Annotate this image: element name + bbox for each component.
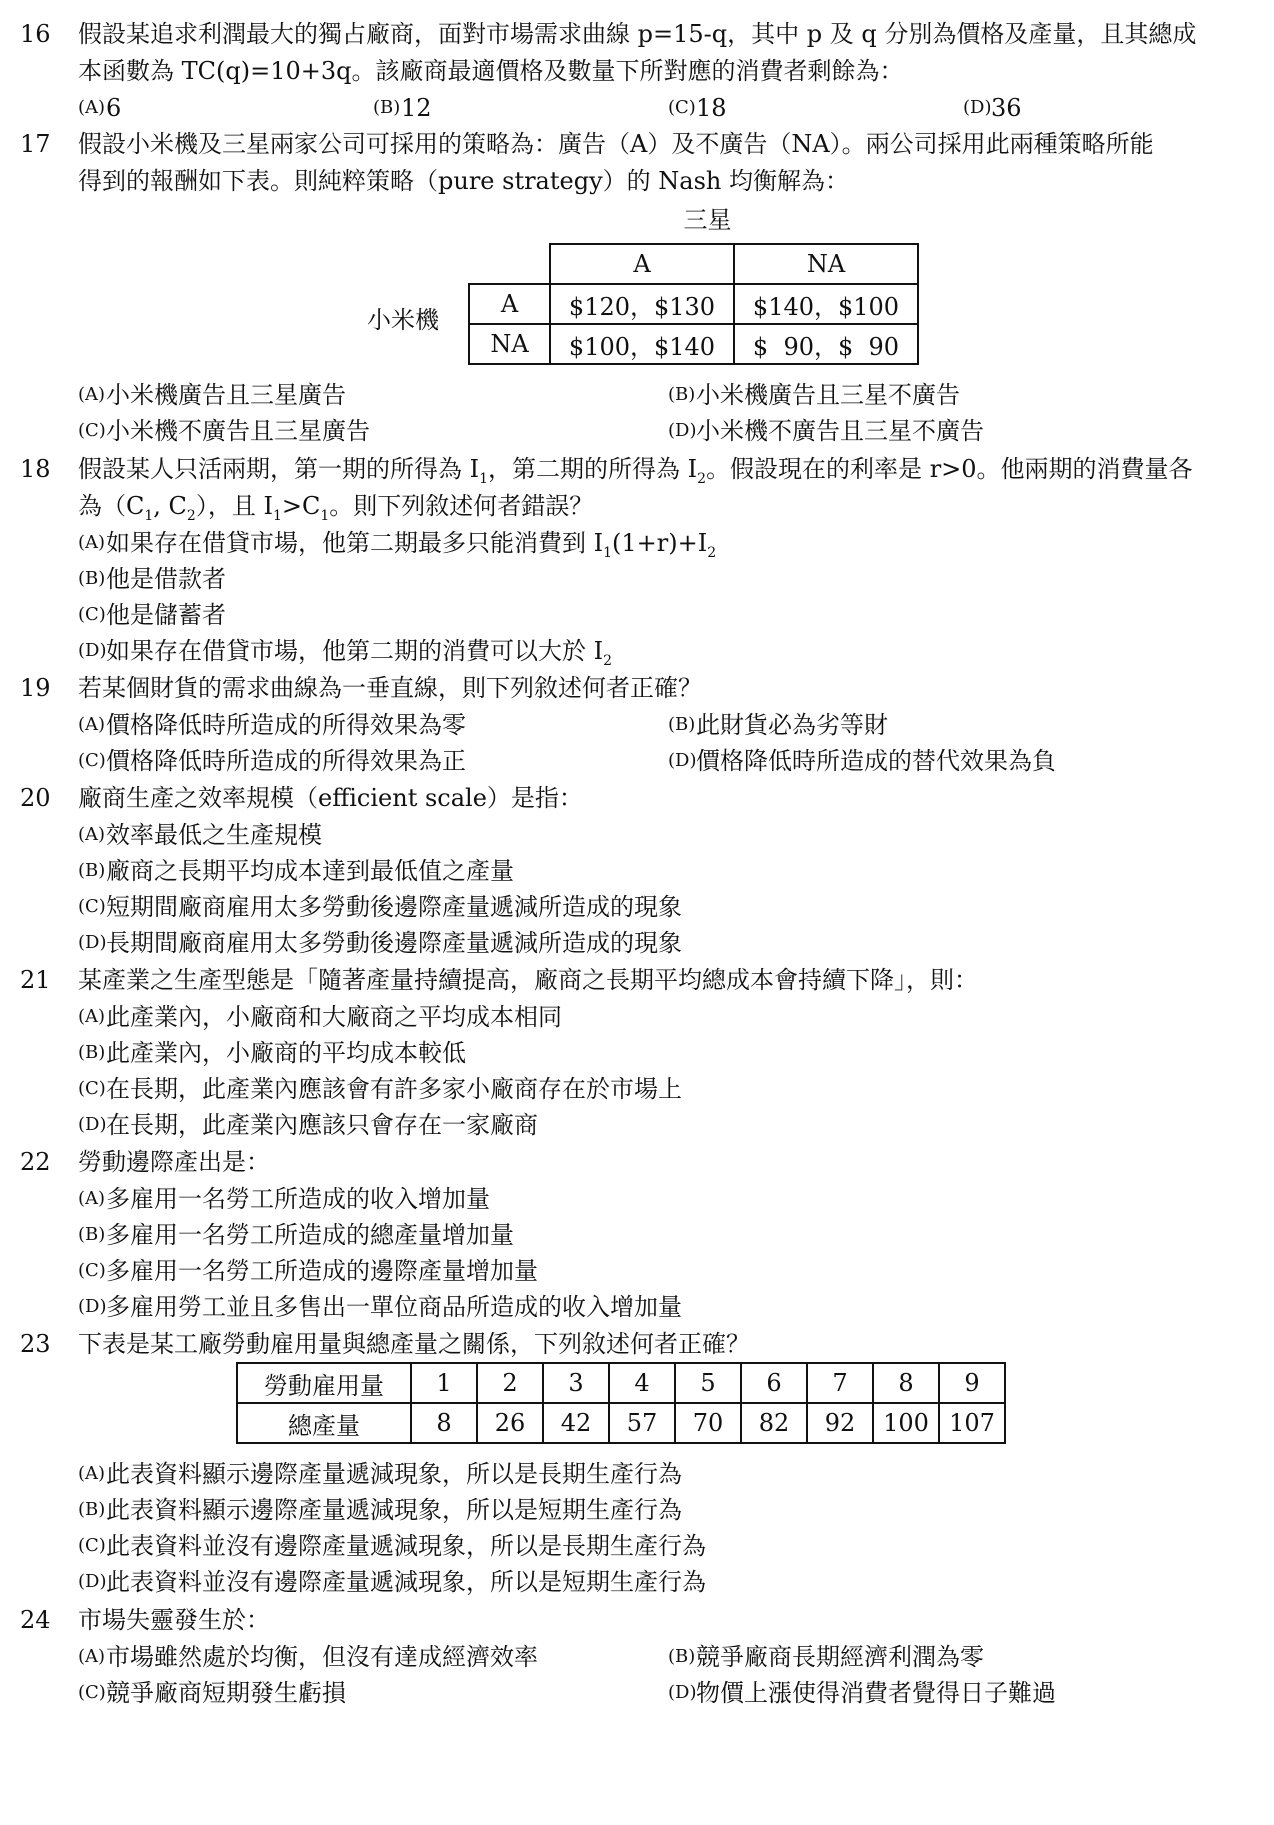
question-number: 17 bbox=[20, 130, 51, 158]
payoff-cell: $120，$130 bbox=[550, 284, 734, 324]
option-d[interactable]: (D) 此表資料並沒有邊際產量遞減現象，所以是短期生產行為 bbox=[78, 1568, 706, 1596]
option-d[interactable]: (D) 在長期，此產業內應該只會存在一家廠商 bbox=[78, 1111, 538, 1139]
option-c[interactable]: (C) 短期間廠商雇用太多勞動後邊際產量遞減所造成的現象 bbox=[78, 893, 682, 921]
question-number: 24 bbox=[20, 1606, 51, 1634]
options bbox=[78, 90, 1254, 126]
option-b[interactable]: (B) 多雇用一名勞工所造成的總產量增加量 bbox=[78, 1221, 514, 1249]
question-text: 市場失靈發生於： bbox=[78, 1606, 270, 1634]
question-17 bbox=[20, 126, 1254, 200]
question-18 bbox=[20, 451, 1254, 669]
question-23 bbox=[20, 1326, 1254, 1363]
question-text: 假設某追求利潤最大的獨占廠商，面對市場需求曲線 p=15-q，其中 p 及 q 分別為價格及產量，且其總成 本函數為 TC(q)=10+3q。該廠商最適價格及數量下所對應的消費者剩餘為： bbox=[78, 20, 1197, 85]
output-cell: 57 bbox=[609, 1403, 675, 1443]
production-table bbox=[236, 1362, 1006, 1444]
row-header: A bbox=[469, 284, 550, 324]
option-b[interactable]: (B) 競爭廠商長期經濟利潤為零 bbox=[668, 1643, 984, 1671]
options bbox=[78, 1639, 1254, 1711]
option-a[interactable]: (A) 市場雖然處於均衡，但沒有達成經濟效率 bbox=[78, 1643, 538, 1671]
option-d[interactable]: (D) 價格降低時所造成的替代效果為負 bbox=[668, 747, 1056, 775]
option-b[interactable]: (B) 此財貨必為劣等財 bbox=[668, 711, 888, 739]
question-number: 22 bbox=[20, 1148, 51, 1176]
option-c[interactable]: (C) 18 bbox=[668, 94, 727, 122]
option-b[interactable]: (B) 他是借款者 bbox=[78, 565, 226, 593]
output-cell: 70 bbox=[675, 1403, 741, 1443]
option-d[interactable]: (D) 小米機不廣告且三星不廣告 bbox=[668, 417, 984, 445]
question-number: 20 bbox=[20, 784, 51, 812]
option-a[interactable]: (A) 效率最低之生產規模 bbox=[78, 821, 322, 849]
col-player-label: 三星 bbox=[683, 206, 732, 234]
question-text: 某產業之生產型態是「隨著產量持續提高，廠商之長期平均總成本會持續下降」，則： bbox=[78, 966, 978, 994]
question-text: 勞動邊際產出是： bbox=[78, 1148, 270, 1176]
option-a[interactable]: (A) 6 bbox=[78, 94, 122, 122]
option-a[interactable]: (A) 多雇用一名勞工所造成的收入增加量 bbox=[78, 1185, 490, 1213]
option-a[interactable]: (A) 如果存在借貸市場，他第二期最多只能消費到 $I_1(1+r)+I_2$ bbox=[78, 529, 717, 561]
option-a[interactable]: (A) 小米機廣告且三星廣告 bbox=[78, 381, 346, 409]
payoff-matrix bbox=[345, 205, 945, 375]
option-a[interactable]: (A) 價格降低時所造成的所得效果為零 bbox=[78, 711, 466, 739]
options bbox=[78, 707, 1254, 779]
labor-cell: 2 bbox=[477, 1363, 543, 1403]
question-number: 19 bbox=[20, 674, 51, 702]
options bbox=[78, 1181, 1254, 1325]
option-b[interactable]: (B) 12 bbox=[373, 94, 432, 122]
option-d[interactable]: (D) 長期間廠商雇用太多勞動後邊際產量遞減所造成的現象 bbox=[78, 929, 682, 957]
options bbox=[78, 525, 1254, 669]
output-cell: 107 bbox=[939, 1403, 1005, 1443]
question-text: 假設小米機及三星兩家公司可採用的策略為：廣告（A）及不廣告（NA）。兩公司採用此兩種策略所能 得到的報酬如下表。則純粹策略（pure strategy）的 Nash 均衡解為： bbox=[78, 130, 1154, 195]
question-20 bbox=[20, 780, 1254, 961]
output-cell: 8 bbox=[411, 1403, 477, 1443]
labor-cell: 3 bbox=[543, 1363, 609, 1403]
question-text: 假設某人只活兩期，第一期的所得為 $I_1$，第二期的所得為 $I_2$。假設現在的利率是 r>0。他兩期的消費量各 為（$C_1$, $C_2$），且 $I_1>C_1$。則下列敘述何者錯誤？ bbox=[78, 455, 1193, 524]
output-cell: 26 bbox=[477, 1403, 543, 1443]
question-16 bbox=[20, 16, 1254, 126]
output-cell: 82 bbox=[741, 1403, 807, 1443]
question-number: 18 bbox=[20, 455, 51, 483]
payoff-table bbox=[468, 243, 919, 365]
labor-cell: 8 bbox=[873, 1363, 939, 1403]
row-header: NA bbox=[469, 324, 550, 364]
option-a[interactable]: (A) 此表資料顯示邊際產量遞減現象，所以是長期生產行為 bbox=[78, 1460, 682, 1488]
question-text: 若某個財貨的需求曲線為一垂直線，則下列敘述何者正確？ bbox=[78, 674, 702, 702]
labor-cell: 6 bbox=[741, 1363, 807, 1403]
option-b[interactable]: (B) 此產業內，小廠商的平均成本較低 bbox=[78, 1039, 466, 1067]
labor-cell: 1 bbox=[411, 1363, 477, 1403]
option-d[interactable]: (D) 多雇用勞工並且多售出一單位商品所造成的收入增加量 bbox=[78, 1293, 682, 1321]
option-c[interactable]: (C) 多雇用一名勞工所造成的邊際產量增加量 bbox=[78, 1257, 538, 1285]
option-d[interactable]: (D) 如果存在借貸市場，他第二期的消費可以大於 $I_2$ bbox=[78, 637, 613, 669]
option-c[interactable]: (C) 他是儲蓄者 bbox=[78, 601, 226, 629]
production-table-wrap bbox=[236, 1362, 1006, 1444]
output-cell: 100 bbox=[873, 1403, 939, 1443]
question-23-options bbox=[20, 1456, 1254, 1600]
option-d[interactable]: (D) 物價上漲使得消費者覺得日子難過 bbox=[668, 1679, 1056, 1707]
option-c[interactable]: (C) 小米機不廣告且三星廣告 bbox=[78, 417, 370, 445]
option-c[interactable]: (C) 競爭廠商短期發生虧損 bbox=[78, 1679, 346, 1707]
option-b[interactable]: (B) 廠商之長期平均成本達到最低值之產量 bbox=[78, 857, 514, 885]
option-c[interactable]: (C) 價格降低時所造成的所得效果為正 bbox=[78, 747, 466, 775]
options bbox=[78, 999, 1254, 1143]
question-number: 21 bbox=[20, 966, 51, 994]
question-22 bbox=[20, 1144, 1254, 1325]
col-header: NA bbox=[734, 244, 918, 284]
option-d[interactable]: (D) 36 bbox=[963, 94, 1022, 122]
labor-cell: 7 bbox=[807, 1363, 873, 1403]
option-b[interactable]: (B) 此表資料顯示邊際產量遞減現象，所以是短期生產行為 bbox=[78, 1496, 682, 1524]
output-cell: 42 bbox=[543, 1403, 609, 1443]
question-text: 廠商生產之效率規模（efficient scale）是指： bbox=[78, 784, 583, 812]
question-number: 23 bbox=[20, 1330, 51, 1358]
payoff-cell: $ 90，$ 90 bbox=[734, 324, 918, 364]
col-header: A bbox=[550, 244, 734, 284]
labor-cell: 9 bbox=[939, 1363, 1005, 1403]
option-a[interactable]: (A) 此產業內，小廠商和大廠商之平均成本相同 bbox=[78, 1003, 562, 1031]
question-19 bbox=[20, 670, 1254, 779]
labor-cell: 5 bbox=[675, 1363, 741, 1403]
question-24 bbox=[20, 1602, 1254, 1711]
question-17-options bbox=[20, 377, 1254, 449]
question-text: 下表是某工廠勞動雇用量與總產量之關係，下列敘述何者正確？ bbox=[78, 1330, 750, 1358]
option-c[interactable]: (C) 在長期，此產業內應該會有許多家小廠商存在於市場上 bbox=[78, 1075, 682, 1103]
options bbox=[78, 817, 1254, 961]
output-cell: 92 bbox=[807, 1403, 873, 1443]
option-c[interactable]: (C) 此表資料並沒有邊際產量遞減現象，所以是長期生產行為 bbox=[78, 1532, 706, 1560]
row-header: 勞動雇用量 bbox=[237, 1363, 411, 1403]
row-header: 總產量 bbox=[237, 1403, 411, 1443]
row-player-label: 小米機 bbox=[367, 306, 439, 334]
labor-cell: 4 bbox=[609, 1363, 675, 1403]
question-number: 16 bbox=[20, 20, 51, 48]
payoff-cell: $100，$140 bbox=[550, 324, 734, 364]
options bbox=[78, 377, 1254, 449]
payoff-cell: $140，$100 bbox=[734, 284, 918, 324]
options bbox=[78, 1456, 1254, 1600]
question-21 bbox=[20, 962, 1254, 1143]
option-b[interactable]: (B) 小米機廣告且三星不廣告 bbox=[668, 381, 960, 409]
